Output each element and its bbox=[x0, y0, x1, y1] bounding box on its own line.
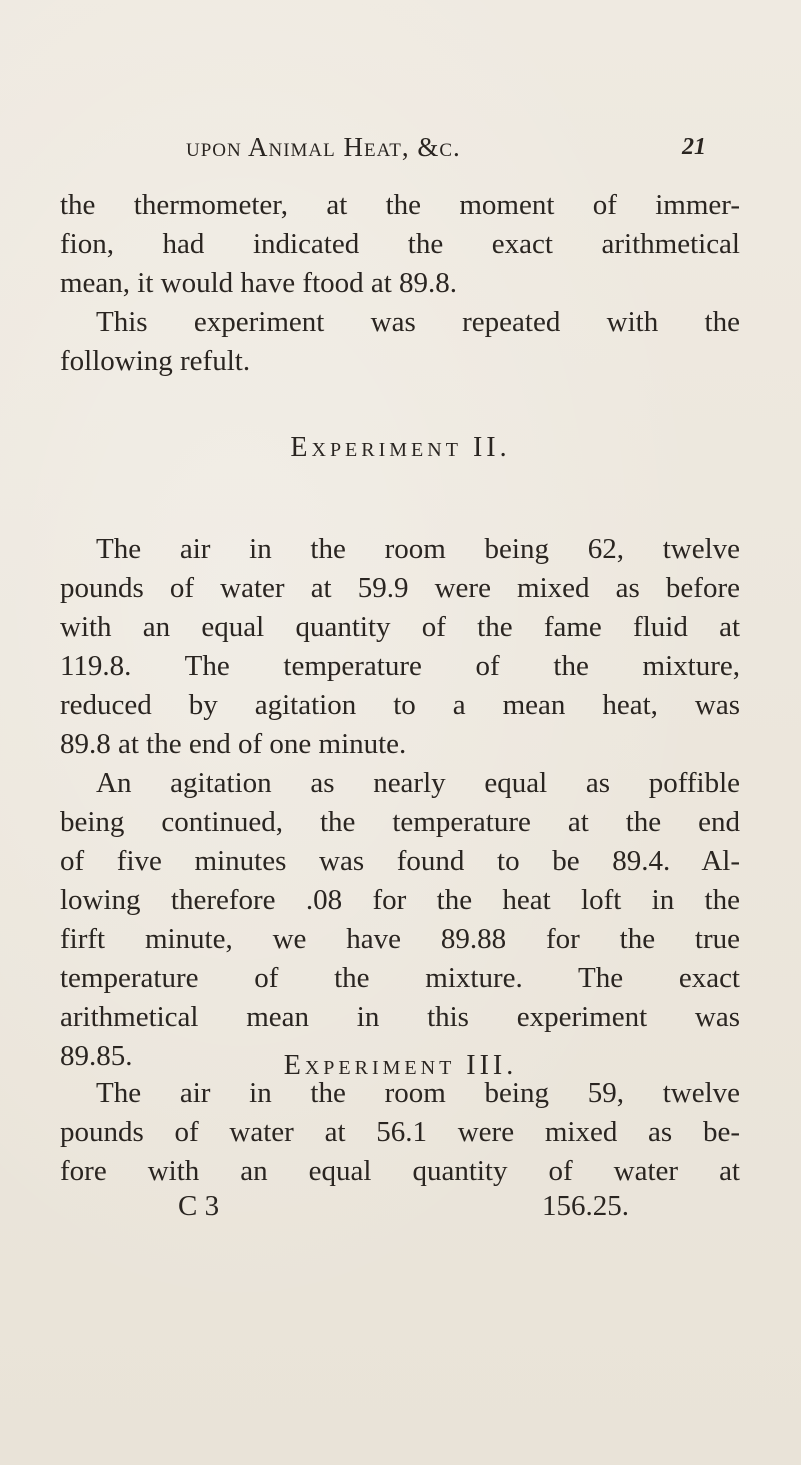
text-line: 89.8 at the end of one minute. bbox=[60, 728, 407, 760]
text-line: This experiment was repeated with the bbox=[96, 306, 740, 338]
catchword: 156.25. bbox=[542, 1190, 629, 1222]
text-line: The air in the room being 59, twelve bbox=[96, 1077, 740, 1109]
text-line: with an equal quantity of the fame fluid at bbox=[60, 611, 740, 643]
experiment-2-paragraph-1 bbox=[60, 530, 740, 764]
section-heading: Experiment III. bbox=[283, 1050, 518, 1081]
page-number: 21 bbox=[682, 134, 706, 160]
text-line: 89.85. bbox=[60, 1040, 133, 1072]
experiment-3-paragraph-1 bbox=[60, 1074, 740, 1191]
text-line: pounds of water at 59.9 were mixed as before bbox=[60, 572, 740, 604]
text-line: pounds of water at 56.1 were mixed as be- bbox=[60, 1116, 740, 1148]
text-line: following refult. bbox=[60, 345, 251, 377]
text-line: fore with an equal quantity of water at bbox=[60, 1155, 740, 1187]
text-line: reduced by agitation to a mean heat, was bbox=[60, 689, 740, 721]
text-line: mean, it would have ftood at 89.8. bbox=[60, 267, 458, 299]
text-line: the thermometer, at the moment of immer- bbox=[60, 189, 740, 221]
page-footer bbox=[60, 1190, 740, 1230]
text-line: An agitation as nearly equal as poffible bbox=[96, 767, 740, 799]
text-line: of five minutes was found to be 89.4. Al- bbox=[60, 845, 740, 877]
text-line: being continued, the temperature at the end bbox=[60, 806, 740, 838]
text-line: temperature of the mixture. The exact bbox=[60, 962, 740, 994]
experiment-2-paragraph-2 bbox=[60, 764, 740, 1076]
text-line: lowing therefore .08 for the heat loft in the bbox=[60, 884, 740, 916]
text-line: The air in the room being 62, twelve bbox=[96, 533, 740, 565]
signature-mark: C 3 bbox=[178, 1190, 220, 1222]
page-header bbox=[186, 132, 706, 168]
text-line: 119.8. The temperature of the mixture, bbox=[60, 650, 740, 682]
repeat-paragraph bbox=[60, 303, 740, 381]
text-line: fion, had indicated the exact arithmetical bbox=[60, 228, 740, 260]
running-head: upon Animal Heat, &c. bbox=[186, 132, 461, 162]
text-line: firft minute, we have 89.88 for the true bbox=[60, 923, 740, 955]
text-line: arithmetical mean in this experiment was bbox=[60, 1001, 740, 1033]
continuation-paragraph bbox=[60, 186, 740, 303]
section-heading: Experiment II. bbox=[290, 432, 511, 463]
